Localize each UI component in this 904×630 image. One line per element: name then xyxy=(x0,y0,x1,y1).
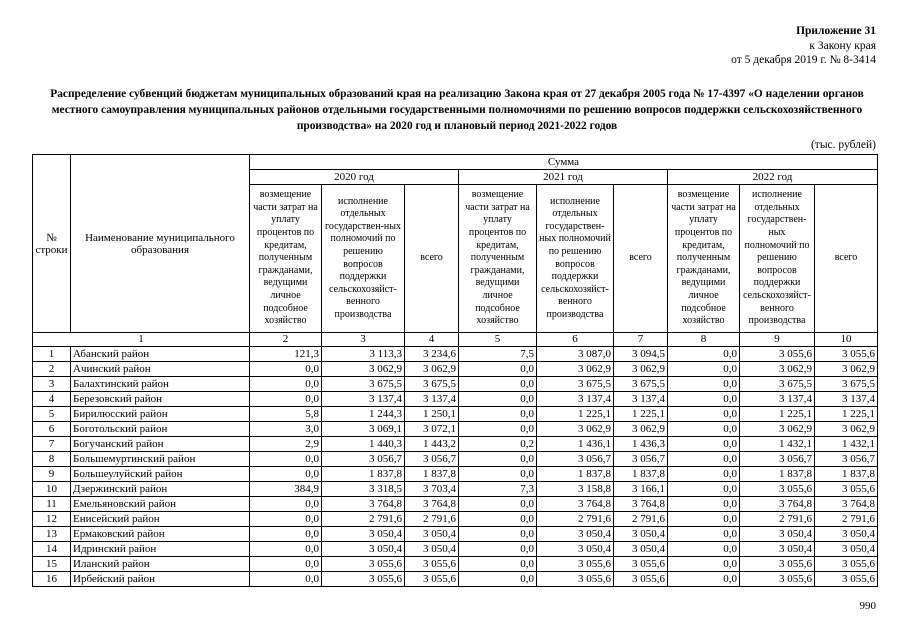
col-header-total: всего xyxy=(405,185,459,333)
amount-cell: 0,0 xyxy=(668,422,740,437)
table-row xyxy=(33,572,878,587)
amount-cell: 3 062,9 xyxy=(322,362,405,377)
col-header-execution: исполнение отдельных государствен-ных полномочий по решению вопросов поддержки сельскохозяйст-венного производства xyxy=(537,185,614,333)
amount-cell: 3 050,4 xyxy=(322,542,405,557)
amount-cell: 0,0 xyxy=(459,362,537,377)
table-row xyxy=(33,392,878,407)
amount-cell: 0,0 xyxy=(250,527,322,542)
amount-cell: 3 166,1 xyxy=(614,482,668,497)
amount-cell: 3 055,6 xyxy=(740,347,815,362)
amount-cell: 1 837,8 xyxy=(815,467,878,482)
amount-cell: 0,0 xyxy=(459,557,537,572)
col-header-number: № строки xyxy=(33,155,71,333)
column-number-row xyxy=(33,333,878,347)
amount-cell: 121,3 xyxy=(250,347,322,362)
amount-cell: 3 062,9 xyxy=(537,422,614,437)
amount-cell: 0,0 xyxy=(459,377,537,392)
amount-cell: 1 837,8 xyxy=(537,467,614,482)
amount-cell: 0,0 xyxy=(668,452,740,467)
amount-cell: 1 837,8 xyxy=(322,467,405,482)
amount-cell: 0,0 xyxy=(459,497,537,512)
row-number: 3 xyxy=(33,377,71,392)
amount-cell: 3 050,4 xyxy=(614,542,668,557)
row-number: 13 xyxy=(33,527,71,542)
row-number: 14 xyxy=(33,542,71,557)
municipality-name: Боготольский район xyxy=(71,422,250,437)
amount-cell: 3 062,9 xyxy=(537,362,614,377)
col-header-total: всего xyxy=(614,185,668,333)
municipality-name: Ирбейский район xyxy=(71,572,250,587)
col-header-year-2020: 2020 год xyxy=(250,170,459,185)
amount-cell: 0,0 xyxy=(250,497,322,512)
row-number: 16 xyxy=(33,572,71,587)
amount-cell: 3 056,7 xyxy=(740,452,815,467)
amount-cell: 3 062,9 xyxy=(815,362,878,377)
municipality-name: Большемуртинский район xyxy=(71,452,250,467)
amount-cell: 3 050,4 xyxy=(322,527,405,542)
amount-cell: 3 056,7 xyxy=(537,452,614,467)
amount-cell: 3 050,4 xyxy=(815,527,878,542)
amount-cell: 5,8 xyxy=(250,407,322,422)
amount-cell: 0,0 xyxy=(459,467,537,482)
amount-cell: 3 318,5 xyxy=(322,482,405,497)
amount-cell: 3 137,4 xyxy=(815,392,878,407)
table-row xyxy=(33,347,878,362)
amount-cell: 0,0 xyxy=(668,527,740,542)
amount-cell: 3 056,7 xyxy=(614,452,668,467)
amount-cell: 0,0 xyxy=(668,347,740,362)
amount-cell: 3 137,4 xyxy=(405,392,459,407)
amount-cell: 0,0 xyxy=(668,512,740,527)
municipality-name: Емельяновский район xyxy=(71,497,250,512)
col-header-execution: исполнение отдельных государствен-ных полномочий по решению вопросов поддержки сельскохозяйст-венного производства xyxy=(740,185,815,333)
amount-cell: 0,0 xyxy=(668,467,740,482)
amount-cell: 3 055,6 xyxy=(815,482,878,497)
amount-cell: 1 432,1 xyxy=(815,437,878,452)
col-header-year-2022: 2022 год xyxy=(668,170,878,185)
amount-cell: 3 055,6 xyxy=(740,557,815,572)
amount-cell: 1 225,1 xyxy=(740,407,815,422)
amount-cell: 0,0 xyxy=(250,452,322,467)
row-number: 15 xyxy=(33,557,71,572)
amount-cell: 2 791,6 xyxy=(322,512,405,527)
amount-cell: 0,2 xyxy=(459,437,537,452)
amount-cell: 3 675,5 xyxy=(614,377,668,392)
row-number: 4 xyxy=(33,392,71,407)
amount-cell: 3 062,9 xyxy=(740,362,815,377)
table-row xyxy=(33,377,878,392)
amount-cell: 3 062,9 xyxy=(815,422,878,437)
column-number: 1 xyxy=(33,333,250,347)
amount-cell: 3 050,4 xyxy=(815,542,878,557)
amount-cell: 3 764,8 xyxy=(405,497,459,512)
amount-cell: 3 113,3 xyxy=(322,347,405,362)
amount-cell: 0,0 xyxy=(668,392,740,407)
amount-cell: 3 764,8 xyxy=(740,497,815,512)
municipality-name: Большеулуйский район xyxy=(71,467,250,482)
row-number: 6 xyxy=(33,422,71,437)
amount-cell: 1 225,1 xyxy=(614,407,668,422)
row-number: 11 xyxy=(33,497,71,512)
amount-cell: 3,0 xyxy=(250,422,322,437)
amount-cell: 3 094,5 xyxy=(614,347,668,362)
municipality-name: Абанский район xyxy=(71,347,250,362)
amount-cell: 3 050,4 xyxy=(405,527,459,542)
amount-cell: 3 050,4 xyxy=(537,542,614,557)
amount-cell: 3 062,9 xyxy=(405,362,459,377)
municipality-name: Енисейский район xyxy=(71,512,250,527)
amount-cell: 0,0 xyxy=(668,542,740,557)
amount-cell: 3 675,5 xyxy=(537,377,614,392)
amount-cell: 3 055,6 xyxy=(815,572,878,587)
amount-cell: 3 087,0 xyxy=(537,347,614,362)
col-header-reimbursement: возмещение части затрат на уплату процентов по кредитам, полученным гражданами, ведущими личное подсобное хозяйство xyxy=(459,185,537,333)
amount-cell: 3 055,6 xyxy=(537,557,614,572)
col-header-execution: исполнение отдельных государствен-ных полномочий по решению вопросов поддержки сельскохозяйст-венного производства xyxy=(322,185,405,333)
amount-cell: 3 056,7 xyxy=(815,452,878,467)
table-row xyxy=(33,407,878,422)
amount-cell: 0,0 xyxy=(250,542,322,557)
amount-cell: 3 050,4 xyxy=(537,527,614,542)
amount-cell: 0,0 xyxy=(459,452,537,467)
row-number: 5 xyxy=(33,407,71,422)
row-number: 12 xyxy=(33,512,71,527)
amount-cell: 3 055,6 xyxy=(614,557,668,572)
amount-cell: 0,0 xyxy=(668,407,740,422)
row-number: 10 xyxy=(33,482,71,497)
amount-cell: 1 440,3 xyxy=(322,437,405,452)
amount-cell: 3 050,4 xyxy=(614,527,668,542)
amount-cell: 2 791,6 xyxy=(815,512,878,527)
municipality-name: Богучанский район xyxy=(71,437,250,452)
amount-cell: 0,0 xyxy=(250,377,322,392)
amount-cell: 2 791,6 xyxy=(740,512,815,527)
amount-cell: 3 055,6 xyxy=(322,572,405,587)
page-number: 990 xyxy=(859,600,876,612)
row-number: 8 xyxy=(33,452,71,467)
amount-cell: 2 791,6 xyxy=(537,512,614,527)
amount-cell: 3 056,7 xyxy=(322,452,405,467)
amount-cell: 384,9 xyxy=(250,482,322,497)
amount-cell: 1 225,1 xyxy=(537,407,614,422)
municipality-name: Иланский район xyxy=(71,557,250,572)
table-row xyxy=(33,542,878,557)
amount-cell: 3 055,6 xyxy=(322,557,405,572)
amount-cell: 3 050,4 xyxy=(405,542,459,557)
col-header-reimbursement: возмещение части затрат на уплату процентов по кредитам, полученным гражданами, ведущими личное подсобное хозяйство xyxy=(250,185,322,333)
amount-cell: 1 244,3 xyxy=(322,407,405,422)
amount-cell: 0,0 xyxy=(668,497,740,512)
column-number: 8 xyxy=(668,333,740,347)
amount-cell: 3 050,4 xyxy=(740,542,815,557)
amount-cell: 0,0 xyxy=(250,392,322,407)
column-number: 5 xyxy=(459,333,537,347)
amount-cell: 3 055,6 xyxy=(614,572,668,587)
table-body xyxy=(33,347,878,587)
appendix-law-ref: к Закону края xyxy=(809,39,876,52)
column-number: 7 xyxy=(614,333,668,347)
amount-cell: 3 764,8 xyxy=(614,497,668,512)
amount-cell: 3 675,5 xyxy=(322,377,405,392)
amount-cell: 3 055,6 xyxy=(740,482,815,497)
amount-cell: 0,0 xyxy=(459,422,537,437)
amount-cell: 0,0 xyxy=(668,482,740,497)
table-row xyxy=(33,362,878,377)
amount-cell: 3 675,5 xyxy=(815,377,878,392)
amount-cell: 3 055,6 xyxy=(740,572,815,587)
amount-cell: 7,5 xyxy=(459,347,537,362)
amount-cell: 0,0 xyxy=(250,512,322,527)
amount-cell: 3 764,8 xyxy=(537,497,614,512)
amount-cell: 0,0 xyxy=(250,362,322,377)
municipality-name: Ермаковский район xyxy=(71,527,250,542)
column-number: 2 xyxy=(250,333,322,347)
column-number: 6 xyxy=(537,333,614,347)
amount-cell: 2 791,6 xyxy=(614,512,668,527)
amount-cell: 3 062,9 xyxy=(614,362,668,377)
amount-cell: 1 432,1 xyxy=(740,437,815,452)
amount-cell: 1 837,8 xyxy=(614,467,668,482)
amount-cell: 3 137,4 xyxy=(537,392,614,407)
amount-cell: 3 055,6 xyxy=(405,572,459,587)
table-row xyxy=(33,557,878,572)
row-number: 9 xyxy=(33,467,71,482)
amount-cell: 0,0 xyxy=(459,512,537,527)
amount-cell: 2 791,6 xyxy=(405,512,459,527)
subvention-table xyxy=(32,154,878,587)
document-title: Распределение субвенций бюджетам муниципальных образований края на реализацию Закона края от 27 декабря 2005 года № 17-4397 «О наделении органов местного самоуправления муниципальных районов отдельными государственными полномочиями по решению вопросов поддержки сельскохозяйственного производства» на 2020 год и плановый период 2021-2022 годов xyxy=(50,88,864,132)
amount-cell: 3 234,6 xyxy=(405,347,459,362)
amount-cell: 3 055,6 xyxy=(537,572,614,587)
table-row xyxy=(33,467,878,482)
amount-cell: 1 837,8 xyxy=(740,467,815,482)
amount-cell: 0,0 xyxy=(459,407,537,422)
amount-cell: 7,3 xyxy=(459,482,537,497)
municipality-name: Балахтинский район xyxy=(71,377,250,392)
col-header-name: Наименование муниципального образования xyxy=(71,155,250,333)
amount-cell: 3 062,9 xyxy=(740,422,815,437)
column-number: 10 xyxy=(815,333,878,347)
amount-cell: 0,0 xyxy=(668,572,740,587)
amount-cell: 0,0 xyxy=(459,572,537,587)
municipality-name: Идринский район xyxy=(71,542,250,557)
amount-cell: 0,0 xyxy=(459,542,537,557)
amount-cell: 2,9 xyxy=(250,437,322,452)
appendix-header xyxy=(731,24,876,68)
amount-cell: 0,0 xyxy=(250,467,322,482)
column-number: 4 xyxy=(405,333,459,347)
amount-cell: 0,0 xyxy=(250,557,322,572)
table-row xyxy=(33,437,878,452)
amount-cell: 0,0 xyxy=(459,392,537,407)
amount-cell: 3 137,4 xyxy=(322,392,405,407)
amount-cell: 3 055,6 xyxy=(815,347,878,362)
amount-cell: 3 764,8 xyxy=(815,497,878,512)
amount-cell: 3 675,5 xyxy=(405,377,459,392)
amount-cell: 3 055,6 xyxy=(815,557,878,572)
row-number: 7 xyxy=(33,437,71,452)
appendix-title: Приложение 31 xyxy=(796,25,876,37)
amount-cell: 3 072,1 xyxy=(405,422,459,437)
amount-cell: 0,0 xyxy=(250,572,322,587)
amount-cell: 3 055,6 xyxy=(405,557,459,572)
table-row xyxy=(33,497,878,512)
col-header-sum: Сумма xyxy=(250,155,878,170)
table-row xyxy=(33,527,878,542)
amount-cell: 1 436,3 xyxy=(614,437,668,452)
amount-cell: 3 056,7 xyxy=(405,452,459,467)
column-number: 9 xyxy=(740,333,815,347)
table-row xyxy=(33,512,878,527)
table-row xyxy=(33,422,878,437)
amount-cell: 1 225,1 xyxy=(815,407,878,422)
amount-cell: 0,0 xyxy=(459,527,537,542)
column-number: 3 xyxy=(322,333,405,347)
municipality-name: Дзержинский район xyxy=(71,482,250,497)
amount-cell: 0,0 xyxy=(668,557,740,572)
col-header-reimbursement: возмещение части затрат на уплату процентов по кредитам, полученным гражданами, ведущими личное подсобное хозяйство xyxy=(668,185,740,333)
amount-cell: 3 764,8 xyxy=(322,497,405,512)
municipality-name: Ачинский район xyxy=(71,362,250,377)
amount-cell: 3 069,1 xyxy=(322,422,405,437)
amount-cell: 3 675,5 xyxy=(740,377,815,392)
amount-cell: 0,0 xyxy=(668,377,740,392)
municipality-name: Бирилюсский район xyxy=(71,407,250,422)
amount-cell: 3 703,4 xyxy=(405,482,459,497)
amount-cell: 3 158,8 xyxy=(537,482,614,497)
amount-cell: 0,0 xyxy=(668,437,740,452)
row-number: 1 xyxy=(33,347,71,362)
amount-cell: 1 443,2 xyxy=(405,437,459,452)
table-row xyxy=(33,482,878,497)
amount-cell: 3 137,4 xyxy=(614,392,668,407)
table-row xyxy=(33,452,878,467)
amount-cell: 3 062,9 xyxy=(614,422,668,437)
amount-cell: 0,0 xyxy=(668,362,740,377)
municipality-name: Березовский район xyxy=(71,392,250,407)
appendix-law-date: от 5 декабря 2019 г. № 8-3414 xyxy=(731,54,876,66)
amount-cell: 1 837,8 xyxy=(405,467,459,482)
amount-cell: 3 137,4 xyxy=(740,392,815,407)
col-header-total: всего xyxy=(815,185,878,333)
amount-cell: 3 050,4 xyxy=(740,527,815,542)
units-label: (тыс. рублей) xyxy=(810,139,876,151)
col-header-year-2021: 2021 год xyxy=(459,170,668,185)
row-number: 2 xyxy=(33,362,71,377)
amount-cell: 1 250,1 xyxy=(405,407,459,422)
amount-cell: 1 436,1 xyxy=(537,437,614,452)
